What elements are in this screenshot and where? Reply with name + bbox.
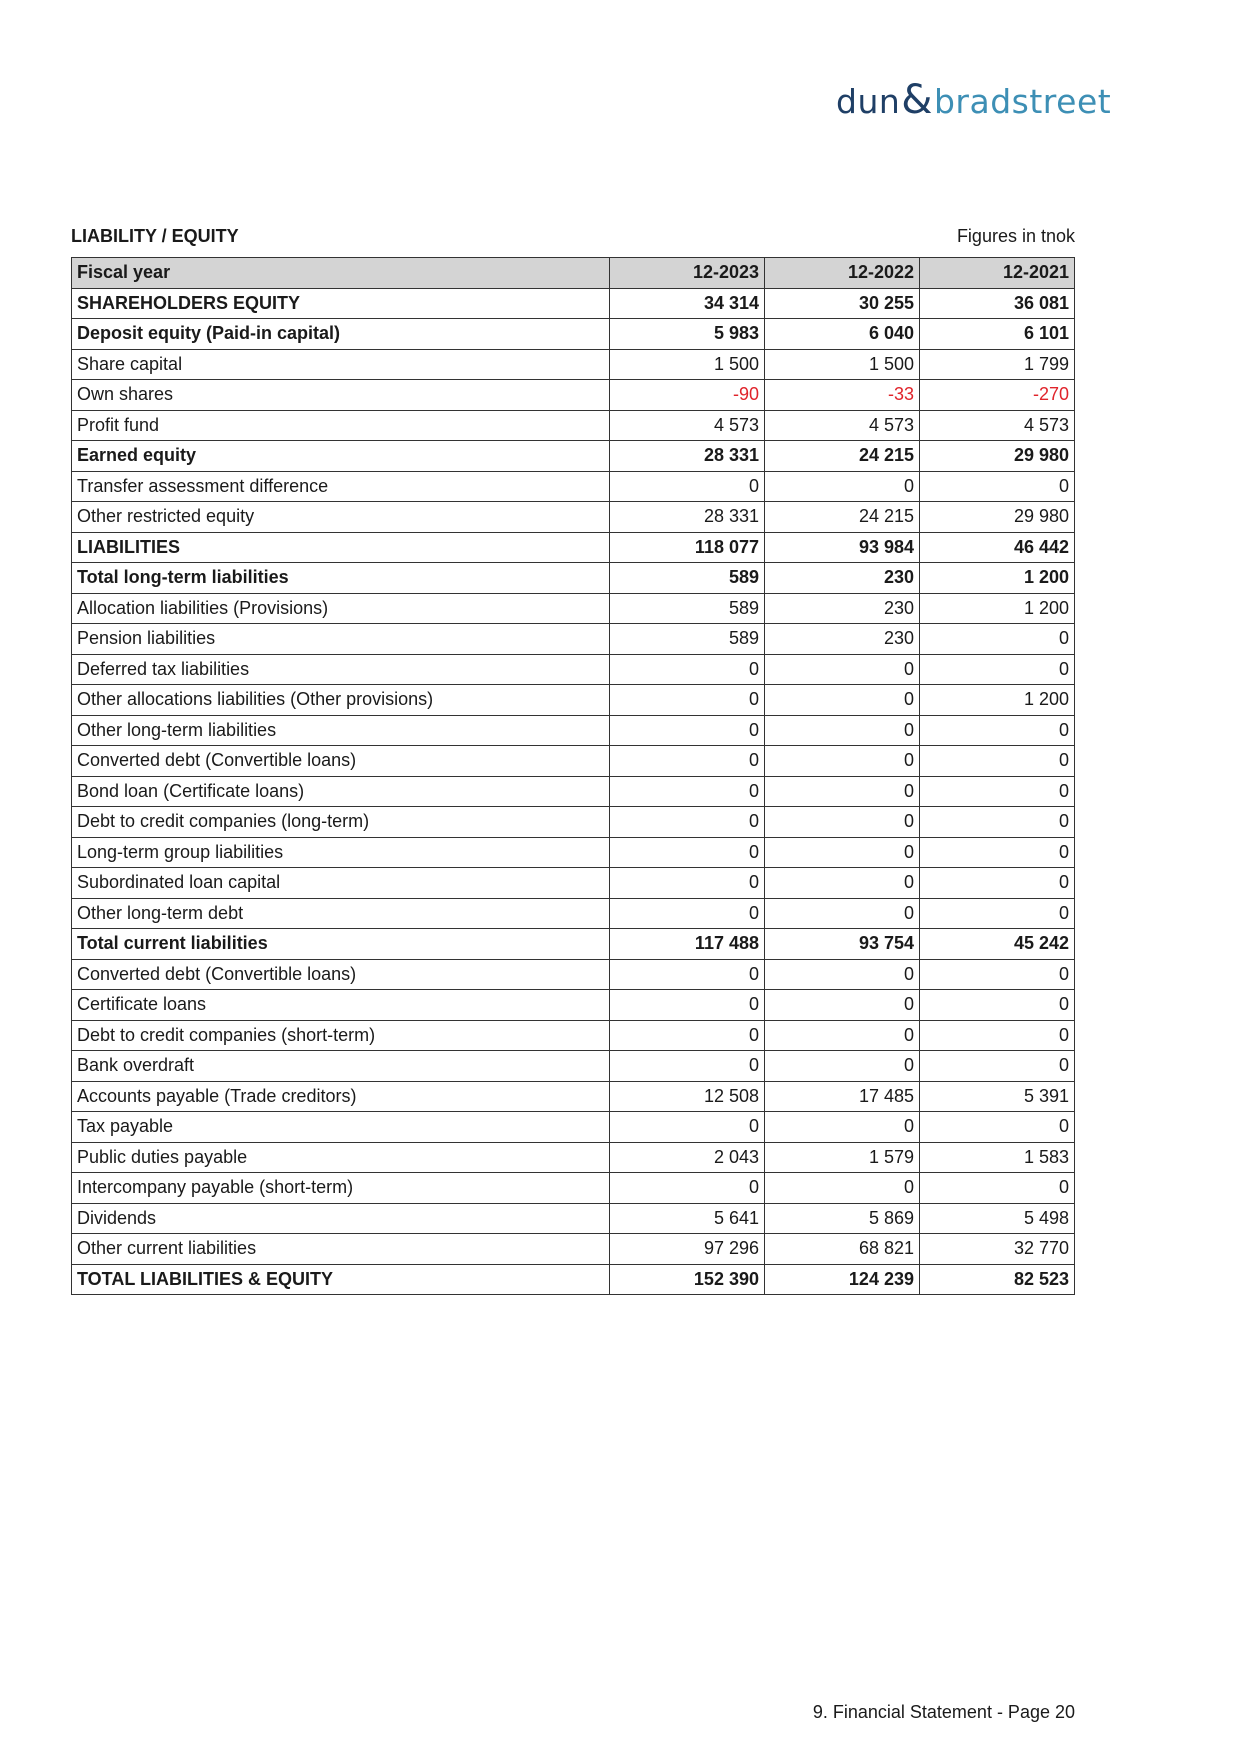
header-fiscal-year: Fiscal year (72, 258, 610, 289)
table-row (72, 288, 1075, 319)
row-label: Other restricted equity (72, 502, 610, 533)
row-label: Debt to credit companies (short-term) (72, 1020, 610, 1051)
liability-equity-table (71, 257, 1075, 1295)
row-label: Allocation liabilities (Provisions) (72, 593, 610, 624)
row-value: 93 754 (765, 929, 920, 960)
row-value: 4 573 (920, 410, 1075, 441)
row-value: 0 (610, 1051, 765, 1082)
row-label: Certificate loans (72, 990, 610, 1021)
row-label: Other current liabilities (72, 1234, 610, 1265)
row-value: 0 (610, 868, 765, 899)
table-row (72, 898, 1075, 929)
row-value: 0 (920, 1020, 1075, 1051)
row-value: 230 (765, 593, 920, 624)
row-label: Converted debt (Convertible loans) (72, 959, 610, 990)
row-value: 0 (920, 898, 1075, 929)
row-value: 5 641 (610, 1203, 765, 1234)
row-value: 29 980 (920, 502, 1075, 533)
row-value: 6 101 (920, 319, 1075, 350)
row-value: 34 314 (610, 288, 765, 319)
table-row (72, 929, 1075, 960)
row-label: Intercompany payable (short-term) (72, 1173, 610, 1204)
row-value: 0 (610, 807, 765, 838)
row-label: TOTAL LIABILITIES & EQUITY (72, 1264, 610, 1295)
table-row (72, 1203, 1075, 1234)
row-value: 589 (610, 563, 765, 594)
section-title: LIABILITY / EQUITY (71, 226, 239, 246)
row-label: LIABILITIES (72, 532, 610, 563)
row-value: 12 508 (610, 1081, 765, 1112)
table-row (72, 1173, 1075, 1204)
row-label: Bond loan (Certificate loans) (72, 776, 610, 807)
section-heading-row (71, 226, 1075, 250)
row-value: 0 (610, 1020, 765, 1051)
row-value: 1 500 (610, 349, 765, 380)
row-value: 230 (765, 563, 920, 594)
table-row (72, 807, 1075, 838)
header-year-2021: 12-2021 (920, 258, 1075, 289)
table-row (72, 776, 1075, 807)
row-value: 6 040 (765, 319, 920, 350)
table-row (72, 746, 1075, 777)
row-value: 0 (920, 837, 1075, 868)
table-row (72, 471, 1075, 502)
row-label: Deposit equity (Paid-in capital) (72, 319, 610, 350)
row-value: 1 200 (920, 563, 1075, 594)
row-value: 0 (920, 868, 1075, 899)
row-label: Other allocations liabilities (Other provisions) (72, 685, 610, 716)
row-value: 0 (920, 1173, 1075, 1204)
row-value: 230 (765, 624, 920, 655)
row-value: 24 215 (765, 502, 920, 533)
row-value: 29 980 (920, 441, 1075, 472)
row-value: 0 (765, 1112, 920, 1143)
row-label: Share capital (72, 349, 610, 380)
row-label: Earned equity (72, 441, 610, 472)
table-row (72, 1051, 1075, 1082)
row-label: Other long-term debt (72, 898, 610, 929)
row-label: Debt to credit companies (long-term) (72, 807, 610, 838)
row-value: 0 (765, 654, 920, 685)
row-value: 0 (765, 990, 920, 1021)
row-value: 82 523 (920, 1264, 1075, 1295)
row-value: 589 (610, 593, 765, 624)
row-label: Total current liabilities (72, 929, 610, 960)
row-label: Public duties payable (72, 1142, 610, 1173)
row-value: 0 (610, 1112, 765, 1143)
table-row (72, 563, 1075, 594)
row-value: 152 390 (610, 1264, 765, 1295)
row-value: 0 (765, 868, 920, 899)
table-row (72, 1264, 1075, 1295)
row-value: 93 984 (765, 532, 920, 563)
row-value: 97 296 (610, 1234, 765, 1265)
row-value: 1 583 (920, 1142, 1075, 1173)
row-label: SHAREHOLDERS EQUITY (72, 288, 610, 319)
row-value: 0 (765, 1020, 920, 1051)
row-label: Dividends (72, 1203, 610, 1234)
row-value: 5 498 (920, 1203, 1075, 1234)
row-value: 2 043 (610, 1142, 765, 1173)
row-value: 0 (610, 715, 765, 746)
row-value: 0 (765, 685, 920, 716)
row-label: Subordinated loan capital (72, 868, 610, 899)
row-value: 0 (610, 776, 765, 807)
logo-ampersand: & (901, 77, 933, 123)
table-row (72, 868, 1075, 899)
row-label: Total long-term liabilities (72, 563, 610, 594)
row-value: 589 (610, 624, 765, 655)
table-row (72, 532, 1075, 563)
row-label: Accounts payable (Trade creditors) (72, 1081, 610, 1112)
row-value: 124 239 (765, 1264, 920, 1295)
row-value: 0 (920, 715, 1075, 746)
row-value: 1 799 (920, 349, 1075, 380)
row-value: 46 442 (920, 532, 1075, 563)
row-value: 0 (610, 898, 765, 929)
table-body (72, 288, 1075, 1295)
table-row (72, 624, 1075, 655)
table-header-row (72, 258, 1075, 289)
row-value: 0 (765, 898, 920, 929)
row-label: Other long-term liabilities (72, 715, 610, 746)
table-row (72, 410, 1075, 441)
row-label: Own shares (72, 380, 610, 411)
row-value: -90 (610, 380, 765, 411)
row-label: Pension liabilities (72, 624, 610, 655)
row-value: 0 (920, 1051, 1075, 1082)
row-value: 0 (610, 654, 765, 685)
table-row (72, 319, 1075, 350)
row-value: 0 (610, 837, 765, 868)
row-label: Tax payable (72, 1112, 610, 1143)
row-value: 45 242 (920, 929, 1075, 960)
row-value: 0 (610, 471, 765, 502)
row-value: 1 200 (920, 685, 1075, 716)
table-row (72, 349, 1075, 380)
row-value: 4 573 (765, 410, 920, 441)
table-row (72, 654, 1075, 685)
row-value: 0 (765, 837, 920, 868)
row-value: 0 (765, 1051, 920, 1082)
header-year-2023: 12-2023 (610, 258, 765, 289)
row-value: 0 (920, 1112, 1075, 1143)
row-value: 0 (610, 685, 765, 716)
page-footer: 9. Financial Statement - Page 20 (812, 1702, 1075, 1722)
row-value: 0 (920, 807, 1075, 838)
row-value: 0 (610, 959, 765, 990)
row-value: 0 (765, 715, 920, 746)
row-value: 30 255 (765, 288, 920, 319)
table-row (72, 1142, 1075, 1173)
row-value: 118 077 (610, 532, 765, 563)
row-value: 0 (920, 990, 1075, 1021)
row-value: 0 (920, 959, 1075, 990)
row-value: 32 770 (920, 1234, 1075, 1265)
row-label: Transfer assessment difference (72, 471, 610, 502)
row-value: 0 (765, 959, 920, 990)
row-value: 0 (610, 990, 765, 1021)
table-row (72, 441, 1075, 472)
row-label: Long-term group liabilities (72, 837, 610, 868)
row-value: 0 (765, 746, 920, 777)
row-value: 0 (920, 746, 1075, 777)
row-value: 24 215 (765, 441, 920, 472)
table-row (72, 1020, 1075, 1051)
row-value: 4 573 (610, 410, 765, 441)
row-value: 28 331 (610, 502, 765, 533)
row-value: 0 (920, 776, 1075, 807)
table-row (72, 1081, 1075, 1112)
table-row (72, 1112, 1075, 1143)
table-row (72, 502, 1075, 533)
row-value: 0 (920, 624, 1075, 655)
row-value: 0 (610, 1173, 765, 1204)
row-value: 0 (920, 471, 1075, 502)
table-row (72, 380, 1075, 411)
row-value: -33 (765, 380, 920, 411)
row-value: 117 488 (610, 929, 765, 960)
row-value: 1 500 (765, 349, 920, 380)
table-row (72, 837, 1075, 868)
row-value: 1 200 (920, 593, 1075, 624)
row-value: 0 (920, 654, 1075, 685)
row-value: 1 579 (765, 1142, 920, 1173)
row-value: 28 331 (610, 441, 765, 472)
row-value: -270 (920, 380, 1075, 411)
row-label: Deferred tax liabilities (72, 654, 610, 685)
row-label: Profit fund (72, 410, 610, 441)
row-label: Bank overdraft (72, 1051, 610, 1082)
row-value: 0 (765, 471, 920, 502)
table-row (72, 715, 1075, 746)
row-value: 0 (610, 746, 765, 777)
table-row (72, 959, 1075, 990)
row-value: 0 (765, 807, 920, 838)
row-label: Converted debt (Convertible loans) (72, 746, 610, 777)
row-value: 5 983 (610, 319, 765, 350)
row-value: 0 (765, 776, 920, 807)
table-row (72, 1234, 1075, 1265)
dun-bradstreet-logo (836, 77, 1112, 123)
units-note: Figures in tnok (956, 226, 1075, 246)
table-row (72, 990, 1075, 1021)
row-value: 36 081 (920, 288, 1075, 319)
table-row (72, 593, 1075, 624)
row-value: 68 821 (765, 1234, 920, 1265)
header-year-2022: 12-2022 (765, 258, 920, 289)
row-value: 0 (765, 1173, 920, 1204)
row-value: 5 869 (765, 1203, 920, 1234)
row-value: 17 485 (765, 1081, 920, 1112)
logo-text-dun: dun (836, 82, 901, 121)
row-value: 5 391 (920, 1081, 1075, 1112)
table-row (72, 685, 1075, 716)
logo-text-bradstreet: bradstreet (933, 82, 1112, 121)
